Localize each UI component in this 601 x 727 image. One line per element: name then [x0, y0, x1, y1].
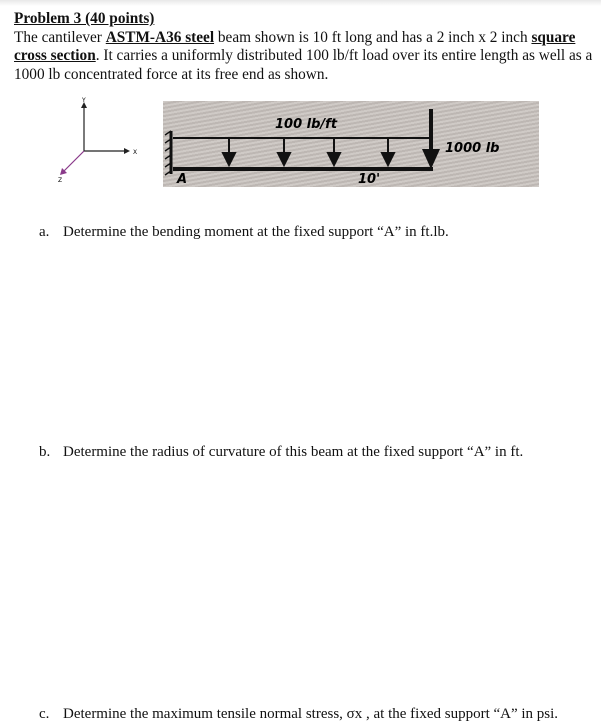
distributed-load-label: 100 lb/ft [275, 117, 338, 132]
fixed-support-icon [165, 131, 171, 175]
coordinate-axes-icon [50, 96, 140, 186]
page-edge [0, 0, 601, 6]
question-a: a. Determine the bending moment at the fixed support “A” in ft.lb. [39, 224, 449, 240]
distributed-load-arrows [223, 138, 394, 165]
x-axis-label: X [133, 149, 138, 156]
problem-statement [14, 10, 594, 84]
beam-figure [163, 101, 539, 187]
z-axis-label: Z [58, 177, 63, 184]
point-load-label: 1000 lb [445, 141, 500, 156]
cross-section: square cross section [14, 28, 576, 64]
length-label: 10' [358, 172, 381, 187]
intro-text: The cantilever [14, 28, 106, 46]
material: ASTM-A36 steel [105, 28, 215, 46]
support-label: A [177, 172, 188, 187]
question-c: c. Determine the maximum tensile normal stress, σx , at the fixed support “A” in psi. [39, 706, 559, 722]
intro-text: beam shown is 10 ft long and has a 2 inch x 2 inch [214, 28, 532, 46]
question-b: b. Determine the radius of curvature of this beam at the fixed support “A” in ft. [39, 444, 524, 460]
y-axis-label: Y [82, 97, 86, 104]
problem-title: Problem 3 (40 points) [14, 10, 155, 27]
intro-text: . It carries a uniformly distributed 100 lb/ft load over its entire length as well as a 1000 lb concentrated force at its free end as shown. [14, 47, 593, 83]
